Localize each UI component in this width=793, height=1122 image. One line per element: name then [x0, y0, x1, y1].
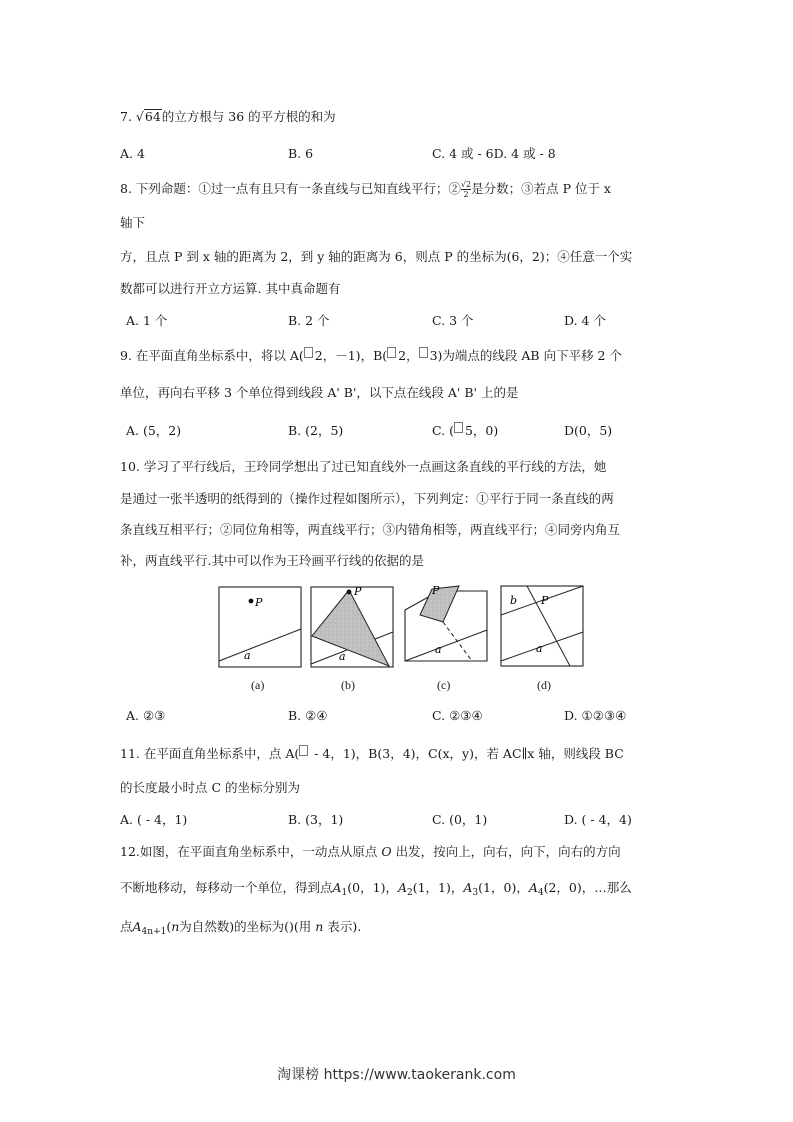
figure-a-line-a	[219, 629, 301, 661]
figure-d-label-b: b	[510, 594, 518, 607]
q12-line-3-d: 表示).	[323, 919, 362, 934]
q8-option-b: B. 2 个	[288, 313, 330, 328]
q8-frac-den: 2	[463, 190, 469, 199]
q7-radicand: 64	[144, 109, 161, 124]
figure-b-label-a: a	[339, 650, 346, 663]
figure-d-label-a: a	[536, 642, 543, 655]
q8-frac-num: √2	[460, 180, 472, 189]
q8-line-2: 轴下	[120, 215, 146, 230]
q12-point-name: A	[132, 919, 142, 934]
q12-line-2-a: 不断地移动，每移动一个单位，得到点	[120, 880, 333, 895]
q12-line-3	[120, 918, 361, 941]
figure-b-label-p: P	[354, 585, 362, 598]
figure-d	[501, 586, 583, 666]
q9-option-a: A. (5，2)	[126, 423, 182, 438]
q9-option-c	[432, 422, 498, 440]
q12-point-name: A	[397, 880, 407, 895]
figure-b-point-p	[347, 590, 352, 595]
figure-b	[311, 585, 393, 667]
caption-a: (a)	[251, 678, 265, 692]
q8-line-1	[120, 180, 611, 199]
q9-line-1-b: 2，－1)，B(	[314, 348, 388, 363]
figure-a	[219, 587, 301, 667]
q12-point-sub: 4n+1	[141, 927, 167, 937]
q8-line-4: 数都可以进行开立方运算. 其中真命题有	[120, 281, 341, 296]
q7-stem-text: 的立方根与 36 的平方根的和为	[161, 109, 336, 124]
q10-option-c: C. ②③④	[432, 708, 483, 723]
q12-point-name: A	[332, 880, 342, 895]
q10-line-2: 是通过一张半透明的纸得到的（操作过程如图所示），下列判定：①平行于同一条直线的两	[120, 491, 614, 506]
figure-a-label-a: a	[244, 649, 251, 662]
q11-option-a: A. ( - 4，1)	[120, 812, 188, 827]
q12-line-3-c: 为自然数)的坐标为()(用	[179, 919, 316, 934]
q11-line-2: 的长度最小时点 C 的坐标分别为	[120, 780, 301, 795]
q8-option-c: C. 3 个	[432, 313, 474, 328]
q7-radical: √64	[135, 109, 161, 124]
q12-line-1	[120, 843, 621, 861]
figure-a-label-p: P	[255, 596, 263, 609]
figure-c	[405, 584, 487, 661]
q12-line-3-b: (	[166, 919, 172, 934]
q9-line-1-a: 9. 在平面直角坐标系中，将以 A(	[120, 348, 304, 363]
q9-option-b: B. (2，5)	[288, 423, 344, 438]
q12-point-name: A	[463, 880, 473, 895]
q12-line-2	[120, 879, 632, 902]
q10-option-a: A. ②③	[126, 708, 166, 723]
q8-fraction	[461, 180, 471, 199]
q12-point-coord: (1，0)，	[478, 880, 529, 895]
q12-point-coord: (0，1)，	[347, 880, 398, 895]
q10-line-3: 条直线互相平行；②同位角相等，两直线平行；③内错角相等，两直线平行；④同旁内角互	[120, 522, 621, 537]
q7-stem	[120, 108, 336, 126]
q12-point-coord: (1，1)，	[412, 880, 464, 895]
figure-c-set-square	[420, 586, 459, 622]
q8-line-3: 方，且点 P 到 x 轴的距离为 2，到 y 轴的距离为 6，则点 P 的坐标为(6，2)；④任意一个实	[120, 249, 633, 264]
q8-line-1-post: 是分数；③若点 P 位于 x	[471, 181, 611, 196]
missing-glyph-icon	[299, 745, 308, 756]
q9-option-c-b: 5，0)	[464, 423, 499, 438]
q12-point-coord: (2，0)，	[543, 880, 595, 895]
q7-option-b: B. 6	[288, 146, 314, 161]
q9-option-c-a: C. (	[432, 423, 454, 438]
q12-point-sub: 2	[406, 888, 413, 898]
q11-line-1	[120, 745, 624, 763]
q10-option-d: D. ①②③④	[564, 708, 627, 723]
figure-c-label-a: a	[435, 643, 442, 656]
q9-line-2: 单位，再向右平移 3 个单位得到线段 A' B'，以下点在线段 A' B' 上的是	[120, 385, 519, 400]
q9-line-1-c: 2，	[398, 348, 419, 363]
figure-b-set-square	[312, 590, 389, 666]
q7-number: 7.	[120, 109, 136, 124]
q12-origin: O	[381, 844, 392, 859]
q10-option-b: B. ②④	[288, 708, 328, 723]
q8-line-1-pre: 8. 下列命题：①过一点有且只有一条直线与已知直线平行；②	[120, 181, 461, 196]
q9-option-d: D(0，5)	[564, 423, 613, 438]
q12-line-1-b: 出发，按向上，向右，向下，向右的方向	[391, 844, 621, 859]
q8-option-d: D. 4 个	[564, 313, 606, 328]
q12-var-n: n	[315, 919, 324, 934]
q10-line-4: 补，两直线平行.其中可以作为王玲画平行线的依据的是	[120, 553, 424, 568]
footer-watermark: 淘课榜 https://www.taokerank.com	[277, 1067, 516, 1083]
missing-glyph-icon	[304, 347, 313, 358]
q12-point-sub: 3	[472, 888, 479, 898]
q12-point-name: A	[528, 880, 538, 895]
q12-line-2-b: …那么	[594, 880, 632, 895]
missing-glyph-icon	[419, 347, 428, 358]
figure-d-label-p: P	[541, 594, 549, 607]
q11-line-1-b: - 4，1)，B(3，4)，C(x，y)，若 AC∥x 轴，则线段 BC	[310, 746, 624, 761]
q11-option-d: D. ( - 4，4)	[564, 812, 632, 827]
q11-option-b: B. (3，1)	[288, 812, 344, 827]
q12-point-sub: 4	[537, 888, 544, 898]
figure-c-label-p: P	[432, 584, 440, 597]
q11-line-1-a: 11. 在平面直角坐标系中，点 A(	[120, 746, 300, 761]
q11-option-c: C. (0，1)	[432, 812, 488, 827]
missing-glyph-icon	[387, 347, 396, 358]
figure-c-dashed-line	[443, 622, 472, 661]
figure-a-point-p	[249, 599, 254, 604]
q12-line-1-a: 12.如图，在平面直角坐标系中，一动点从原点	[120, 844, 382, 859]
q10-figure	[210, 580, 590, 672]
caption-b: (b)	[341, 678, 355, 692]
q9-line-1-d: 3)为端点的线段 AB 向下平移 2 个	[429, 348, 622, 363]
caption-c: (c)	[437, 678, 451, 692]
q12-var-n: n	[171, 919, 180, 934]
q7-option-a: A. 4	[120, 146, 145, 161]
q12-line-3-a: 点	[120, 919, 133, 934]
q9-line-1	[120, 347, 622, 365]
missing-glyph-icon	[454, 422, 463, 433]
caption-d: (d)	[537, 678, 551, 692]
figure-c-line-a	[405, 630, 487, 661]
q8-option-a: A. 1 个	[126, 313, 168, 328]
q7-option-cd: C. 4 或 - 6D. 4 或 - 8	[432, 146, 556, 161]
q10-line-1: 10. 学习了平行线后，王玲同学想出了过已知直线外一点画这条直线的平行线的方法，她	[120, 459, 607, 474]
q12-point-sub: 1	[341, 888, 348, 898]
